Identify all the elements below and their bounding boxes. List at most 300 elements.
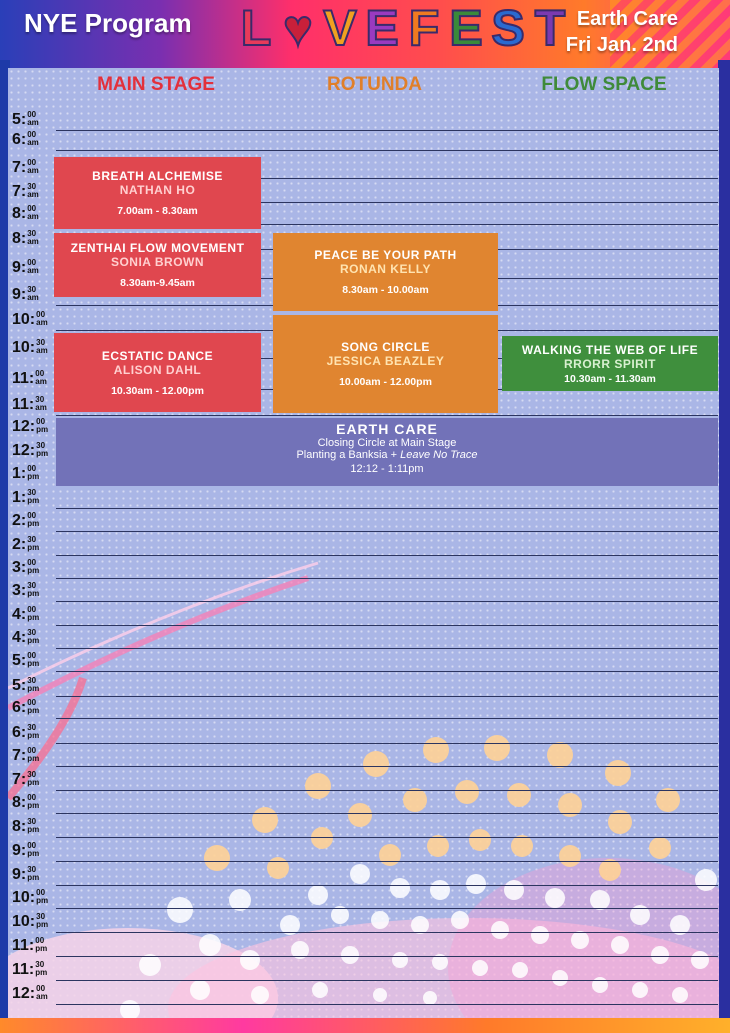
row-divider [56, 885, 718, 886]
event-presenter: JESSICA BEAZLEY [326, 354, 445, 368]
time-period: pm [27, 613, 40, 622]
time-hour: 2: [12, 536, 27, 553]
decorative-dot [348, 803, 372, 827]
time-minutes: 30 [35, 960, 45, 969]
time-label [12, 488, 39, 508]
decorative-dot [199, 934, 221, 956]
logo-letter: T [534, 0, 566, 56]
time-period: pm [36, 920, 49, 929]
time-hour: 5: [12, 677, 27, 694]
time-period: pm [27, 519, 40, 528]
row-divider [56, 696, 718, 697]
decorative-dot [552, 970, 568, 986]
time-period: pm [27, 849, 40, 858]
time-period: pm [36, 896, 49, 905]
time-label [12, 441, 48, 461]
time-label [12, 229, 39, 249]
event-breath-alchemise[interactable] [54, 157, 261, 229]
event-presenter: ALISON DAHL [113, 362, 202, 377]
time-suffix [36, 889, 48, 905]
row-divider [56, 671, 718, 672]
time-label [12, 581, 39, 601]
event-title: WALKING THE WEB OF LIFE [521, 342, 699, 357]
time-period: pm [27, 566, 40, 575]
time-hour: 7: [12, 183, 27, 200]
time-minutes: 30 [35, 395, 45, 404]
time-label [12, 817, 39, 837]
decorative-dot [672, 987, 688, 1003]
time-minutes: 00 [27, 258, 37, 267]
logo-letter: E [449, 0, 483, 56]
decorative-dot [455, 780, 479, 804]
decorative-dot [484, 735, 510, 761]
time-label [12, 464, 39, 484]
time-suffix [36, 985, 48, 1001]
time-hour: 1: [12, 489, 27, 506]
column-header-rotunda: ROTUNDA [327, 74, 422, 95]
event-description-line2 [60, 449, 714, 461]
time-period: pm [27, 801, 40, 810]
time-suffix [27, 606, 39, 622]
decorative-dot [590, 890, 610, 910]
time-minutes: 00 [27, 746, 37, 755]
time-period: pm [27, 731, 40, 740]
row-divider [56, 980, 718, 981]
time-label [12, 535, 39, 555]
time-label [12, 511, 39, 531]
time-suffix [27, 747, 39, 763]
time-period: pm [36, 425, 49, 434]
logo-letter: L [240, 0, 272, 56]
row-divider [56, 743, 718, 744]
right-border [718, 60, 730, 1033]
time-hour: 9: [12, 259, 27, 276]
time-label [12, 285, 39, 305]
decorative-dot [430, 880, 450, 900]
time-minutes: 30 [27, 628, 37, 637]
time-suffix [27, 286, 39, 302]
event-description-line1: Closing Circle at Main Stage [317, 437, 457, 449]
decorative-dot [472, 960, 488, 976]
time-period: am [27, 237, 39, 246]
time-label [12, 723, 39, 743]
decorative-dot [240, 950, 260, 970]
time-minutes: 30 [27, 817, 37, 826]
time-hour: 8: [12, 230, 27, 247]
time-label [12, 984, 48, 1004]
decorative-dot [559, 845, 581, 867]
time-minutes: 00 [27, 110, 37, 119]
time-minutes: 00 [36, 984, 46, 993]
time-period: am [27, 166, 39, 175]
row-divider [56, 648, 718, 649]
time-period: am [27, 212, 39, 221]
time-label [12, 651, 39, 671]
time-period: pm [27, 496, 40, 505]
time-hour: 3: [12, 559, 27, 576]
time-label [12, 158, 39, 178]
time-period: am [36, 346, 48, 355]
event-presenter: RRORR SPIRIT [563, 356, 656, 371]
time-minutes: 00 [27, 558, 37, 567]
time-hour: 6: [12, 724, 27, 741]
time-label [12, 628, 39, 648]
time-label [12, 770, 39, 790]
time-hour: 11: [12, 370, 35, 387]
row-divider [56, 932, 718, 933]
time-minutes: 00 [27, 793, 37, 802]
time-period: am [36, 992, 48, 1001]
decorative-dot [363, 751, 389, 777]
logo-letter: S [491, 0, 525, 56]
event-title: EARTH CARE [336, 421, 438, 437]
time-hour: 6: [12, 131, 27, 148]
time-suffix [35, 937, 47, 953]
decorative-dot [547, 742, 573, 768]
event-zenthai-flow-movement[interactable] [54, 233, 261, 297]
decorative-dot [423, 991, 437, 1005]
time-suffix [27, 842, 39, 858]
time-label [12, 746, 39, 766]
time-period: am [27, 190, 39, 199]
row-divider [56, 578, 718, 579]
event-title: SONG CIRCLE [341, 340, 430, 354]
time-period: pm [27, 472, 40, 481]
time-label [12, 605, 39, 625]
decorative-dot [251, 986, 269, 1004]
decorative-dot [466, 874, 486, 894]
time-suffix [35, 396, 47, 412]
decorative-dot [379, 844, 401, 866]
decorative-dot [373, 988, 387, 1002]
time-hour: 10: [12, 889, 36, 906]
decorative-dot [649, 837, 671, 859]
row-divider [56, 790, 718, 791]
decorative-dot [403, 788, 427, 812]
time-suffix [27, 582, 39, 598]
time-minutes: 00 [27, 158, 37, 167]
time-suffix [27, 131, 39, 147]
time-hour: 10: [12, 913, 36, 930]
time-period: pm [35, 968, 48, 977]
event-earth-care[interactable] [56, 418, 718, 486]
time-minutes: 00 [27, 841, 37, 850]
time-label [12, 130, 39, 150]
time-hour: 6: [12, 699, 27, 716]
time-suffix [36, 339, 48, 355]
time-label [12, 936, 47, 956]
time-hour: 8: [12, 205, 27, 222]
time-minutes: 00 [36, 310, 46, 319]
decorative-dot [511, 835, 533, 857]
time-minutes: 00 [36, 417, 46, 426]
time-hour: 12: [12, 418, 36, 435]
time-suffix [27, 794, 39, 810]
time-period: pm [27, 659, 40, 668]
time-period: pm [27, 706, 40, 715]
logo-letter: ♥ [283, 0, 313, 56]
time-period: pm [27, 589, 40, 598]
time-label [12, 369, 47, 389]
decorative-dot [341, 946, 359, 964]
footer-background [0, 1018, 730, 1033]
decorative-dot [656, 788, 680, 812]
time-minutes: 00 [27, 605, 37, 614]
row-divider [56, 625, 718, 626]
row-divider [56, 837, 718, 838]
event-description-emphasis: Leave No Trace [400, 449, 478, 461]
decorative-dot [469, 829, 491, 851]
time-period: am [36, 318, 48, 327]
row-divider [56, 861, 718, 862]
event-time: 10.00am - 12.00pm [339, 376, 432, 388]
time-label [12, 182, 39, 202]
decorative-dot [204, 845, 230, 871]
time-suffix [27, 818, 39, 834]
time-minutes: 30 [27, 865, 37, 874]
time-minutes: 30 [27, 770, 37, 779]
time-hour: 8: [12, 818, 27, 835]
time-label [12, 865, 39, 885]
event-presenter: RONAN KELLY [339, 262, 432, 276]
time-suffix [27, 866, 39, 882]
event-peace-be-your-path[interactable] [273, 233, 498, 311]
row-divider [56, 766, 718, 767]
time-hour: 11: [12, 396, 35, 413]
time-label [12, 310, 48, 330]
decorative-dot [350, 864, 370, 884]
decorative-dot [491, 921, 509, 939]
row-divider [56, 1004, 718, 1005]
time-period: pm [27, 825, 40, 834]
time-suffix [35, 961, 47, 977]
time-minutes: 30 [36, 912, 46, 921]
event-title: PEACE BE YOUR PATH [314, 248, 457, 262]
day-theme: Earth Care [576, 8, 678, 30]
event-time: 10.30am - 11.30am [564, 372, 656, 385]
time-suffix [36, 442, 48, 458]
time-hour: 11: [12, 961, 35, 978]
decorative-dot [599, 859, 621, 881]
time-label [12, 960, 47, 980]
time-suffix [27, 183, 39, 199]
time-period: pm [27, 684, 40, 693]
decorative-dot [252, 807, 278, 833]
time-label [12, 204, 39, 224]
time-minutes: 30 [36, 338, 46, 347]
time-suffix [36, 311, 48, 327]
time-period: am [27, 266, 39, 275]
time-label [12, 888, 48, 908]
row-divider [56, 555, 718, 556]
time-label [12, 793, 39, 813]
time-minutes: 30 [27, 723, 37, 732]
time-hour: 5: [12, 652, 27, 669]
row-divider [56, 508, 718, 509]
time-suffix [27, 230, 39, 246]
decorative-dot [311, 827, 333, 849]
time-hour: 10: [12, 339, 36, 356]
logo-letter: E [365, 0, 399, 56]
time-minutes: 30 [27, 535, 37, 544]
time-minutes: 00 [27, 204, 37, 213]
time-suffix [27, 159, 39, 175]
time-hour: 4: [12, 606, 27, 623]
time-hour: 7: [12, 747, 27, 764]
time-hour: 9: [12, 842, 27, 859]
time-suffix [27, 465, 39, 481]
time-hour: 9: [12, 286, 27, 303]
time-hour: 11: [12, 937, 35, 954]
decorative-dot [423, 737, 449, 763]
event-presenter: SONIA BROWN [110, 255, 205, 269]
time-period: am [35, 377, 47, 386]
time-hour: 9: [12, 866, 27, 883]
time-hour: 5: [12, 111, 27, 128]
time-label [12, 338, 48, 358]
time-label [12, 558, 39, 578]
decorative-dot [691, 951, 709, 969]
time-hour: 3: [12, 582, 27, 599]
event-title: BREATH ALCHEMISE [92, 169, 223, 183]
time-suffix [27, 205, 39, 221]
decorative-dot [308, 885, 328, 905]
time-period: pm [27, 873, 40, 882]
event-song-circle[interactable] [273, 315, 498, 413]
time-label [12, 912, 48, 932]
event-walking-the-web-of-life[interactable] [502, 336, 718, 391]
decorative-dot [605, 760, 631, 786]
time-suffix [27, 536, 39, 552]
time-label [12, 417, 48, 437]
event-description-text: Planting a Banksia + [296, 449, 401, 461]
event-time: 12:12 - 1:11pm [350, 463, 424, 475]
time-suffix [27, 629, 39, 645]
time-suffix [27, 652, 39, 668]
decorative-dot [120, 1000, 140, 1020]
event-title: ECSTATIC DANCE [101, 348, 214, 363]
time-period: pm [27, 636, 40, 645]
decorative-dot [312, 982, 328, 998]
row-divider [56, 531, 718, 532]
event-title: ZENTHAI FLOW MOVEMENT [70, 241, 245, 255]
decorative-dot [504, 880, 524, 900]
decorative-dot [139, 954, 161, 976]
decorative-dot [531, 926, 549, 944]
time-suffix [36, 418, 48, 434]
time-label [12, 841, 39, 861]
lovefest-logo [236, 2, 570, 54]
row-divider [56, 130, 718, 131]
event-ecstatic-dance[interactable] [54, 333, 261, 412]
row-divider [56, 601, 718, 602]
decorative-dot [695, 869, 717, 891]
time-hour: 2: [12, 512, 27, 529]
time-hour: 4: [12, 629, 27, 646]
decorative-dot [390, 878, 410, 898]
time-minutes: 00 [27, 651, 37, 660]
time-suffix [27, 677, 39, 693]
time-minutes: 30 [27, 488, 37, 497]
decorative-dot [611, 936, 629, 954]
logo-letter: F [408, 0, 440, 56]
time-label [12, 395, 47, 415]
time-label [12, 676, 39, 696]
time-minutes: 00 [35, 369, 45, 378]
row-divider [56, 415, 718, 416]
time-suffix [27, 771, 39, 787]
decorative-dot [167, 897, 193, 923]
decorative-dot [451, 911, 469, 929]
row-divider [56, 718, 718, 719]
time-period: pm [27, 754, 40, 763]
time-hour: 1: [12, 465, 27, 482]
event-time: 8.30am - 10.00am [342, 284, 429, 296]
logo-letter: V [323, 0, 357, 56]
time-period: am [27, 118, 39, 127]
time-minutes: 00 [35, 936, 45, 945]
time-minutes: 30 [36, 441, 46, 450]
time-period: am [35, 403, 47, 412]
time-hour: 7: [12, 771, 27, 788]
event-time: 7.00am - 8.30am [117, 205, 198, 217]
time-period: pm [27, 778, 40, 787]
time-minutes: 00 [27, 698, 37, 707]
time-suffix [27, 111, 39, 127]
time-period: am [27, 138, 39, 147]
time-period: pm [35, 944, 48, 953]
decorative-dot [371, 911, 389, 929]
day-info [566, 6, 678, 58]
event-presenter: NATHAN HO [119, 183, 196, 197]
time-suffix [36, 913, 48, 929]
time-minutes: 00 [27, 130, 37, 139]
time-label [12, 258, 39, 278]
time-period: am [27, 293, 39, 302]
column-header-main-stage: MAIN STAGE [97, 74, 215, 95]
row-divider [56, 956, 718, 957]
decorative-dot [512, 962, 528, 978]
time-suffix [27, 699, 39, 715]
decorative-dot [305, 773, 331, 799]
row-divider [56, 150, 718, 151]
program-title: NYE Program [24, 8, 192, 38]
time-period: pm [27, 543, 40, 552]
time-minutes: 30 [27, 676, 37, 685]
time-period: pm [36, 449, 49, 458]
time-suffix [27, 512, 39, 528]
time-label [12, 698, 39, 718]
time-minutes: 00 [27, 511, 37, 520]
decorative-dot [392, 952, 408, 968]
day-date: Fri Jan. 2nd [565, 34, 678, 56]
decorative-dot [651, 946, 669, 964]
decorative-dot [427, 835, 449, 857]
time-suffix [27, 724, 39, 740]
decorative-dot [571, 931, 589, 949]
decorative-dot [190, 980, 210, 1000]
time-suffix [27, 559, 39, 575]
time-minutes: 30 [27, 182, 37, 191]
time-minutes: 00 [36, 888, 46, 897]
time-minutes: 30 [27, 581, 37, 590]
row-divider [56, 813, 718, 814]
event-time: 10.30am - 12.00pm [111, 384, 204, 397]
time-hour: 12: [12, 442, 36, 459]
time-hour: 8: [12, 794, 27, 811]
event-time: 8.30am-9.45am [120, 277, 195, 289]
time-hour: 10: [12, 311, 36, 328]
